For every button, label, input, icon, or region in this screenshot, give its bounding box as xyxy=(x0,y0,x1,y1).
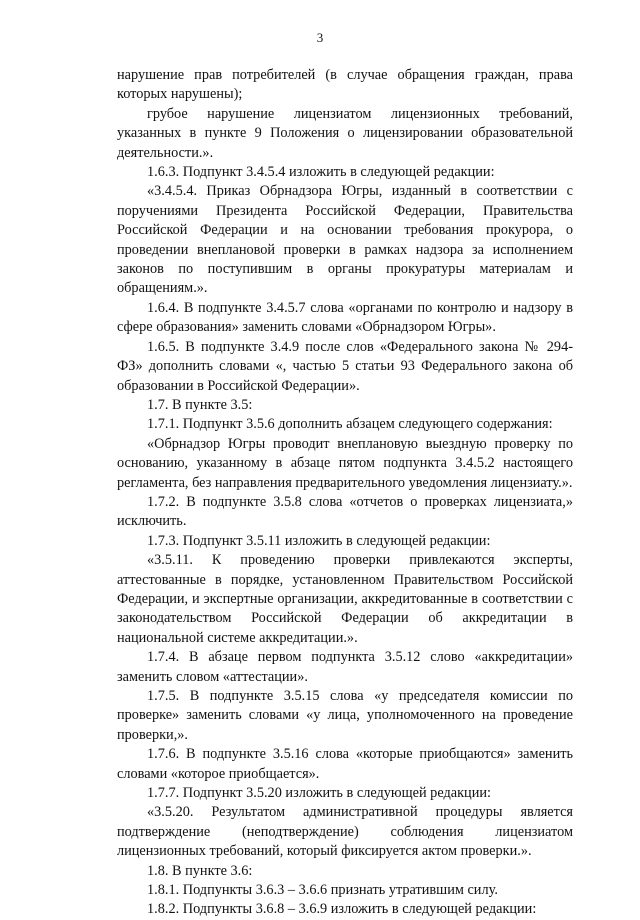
paragraph: «Обрнадзор Югры проводит внеплановую выездную проверку по основанию, указанному в абзаце пятом подпункта 3.4.5.2 настоящего регламента, без направления предварительного уведомления лицензиату.». xyxy=(117,435,573,491)
paragraph: «3.4.5.4. Приказ Обрнадзора Югры, изданный в соответствии с поручениями Президента Российской Федерации, Правительства Российской Федерации и на основании требования прокурора, о проведении внеплановой проверки в рамках надзора за исполнением законов по поступившим в органы прокуратуры материалам и обращениям.». xyxy=(117,183,573,297)
paragraph: грубое нарушение лицензиатом лицензионных требований, указанных в пункте 9 Положения о лицензировании образовательной деятельности.». xyxy=(117,105,573,161)
page-number: 3 xyxy=(316,30,324,45)
paragraph: 1.7.7. Подпункт 3.5.20 изложить в следующей редакции: xyxy=(147,785,491,802)
paragraph: нарушение прав потребителей (в случае обращения граждан, права которых нарушены); xyxy=(117,67,573,103)
document-body xyxy=(117,66,573,920)
paragraph: 1.6.3. Подпункт 3.4.5.4 изложить в следующей редакции: xyxy=(147,164,495,181)
paragraph: 1.8.2. Подпункты 3.6.8 – 3.6.9 изложить в следующей редакции: xyxy=(147,901,537,918)
paragraph: «3.5.20. Результатом административной процедуры является подтверждение (неподтверждение) соблюдения лицензиатом лицензионных требований, который фиксируется актом проверки.». xyxy=(117,804,573,860)
paragraph: 1.7.6. В подпункте 3.5.16 слова «которые приобщаются» заменить словами «которое приобщается». xyxy=(117,746,573,782)
paragraph: «3.5.11. К проведению проверки привлекаются эксперты, аттестованные в порядке, установленном Правительством Российской Федерации, и экспертные организации, аккредитованные в соответствии с законодательством Российской Федерации об аккредитации в национальной системе аккредитации.». xyxy=(117,552,573,646)
paragraph: 1.7.3. Подпункт 3.5.11 изложить в следующей редакции: xyxy=(147,532,491,549)
paragraph: 1.7.5. В подпункте 3.5.15 слова «у председателя комиссии по проверке» заменить словами «у лица, уполномоченного на проведение проверки,». xyxy=(117,688,573,743)
paragraph: 1.8. В пункте 3.6: xyxy=(147,862,253,879)
paragraph: 1.7.1. Подпункт 3.5.6 дополнить абзацем следующего содержания: xyxy=(147,416,553,433)
paragraph: 1.6.4. В подпункте 3.4.5.7 слова «органами по контролю и надзору в сфере образования» заменить словами «Обрнадзором Югры». xyxy=(117,299,573,336)
paragraph: 1.7.4. В абзаце первом подпункта 3.5.12 слово «аккредитации» заменить словом «аттестации». xyxy=(117,649,573,685)
paragraph: 1.6.5. В подпункте 3.4.9 после слов «Федерального закона № 294-ФЗ» дополнить словами «, частью 5 статьи 93 Федерального закона об образовании в Российской Федерации». xyxy=(117,338,573,394)
paragraph: 1.8.1. Подпункты 3.6.3 – 3.6.6 признать утратившим силу. xyxy=(147,882,498,899)
paragraph: 1.7. В пункте 3.5: xyxy=(147,396,253,413)
paragraph: 1.7.2. В подпункте 3.5.8 слова «отчетов о проверках лицензиата,» исключить. xyxy=(117,493,573,530)
